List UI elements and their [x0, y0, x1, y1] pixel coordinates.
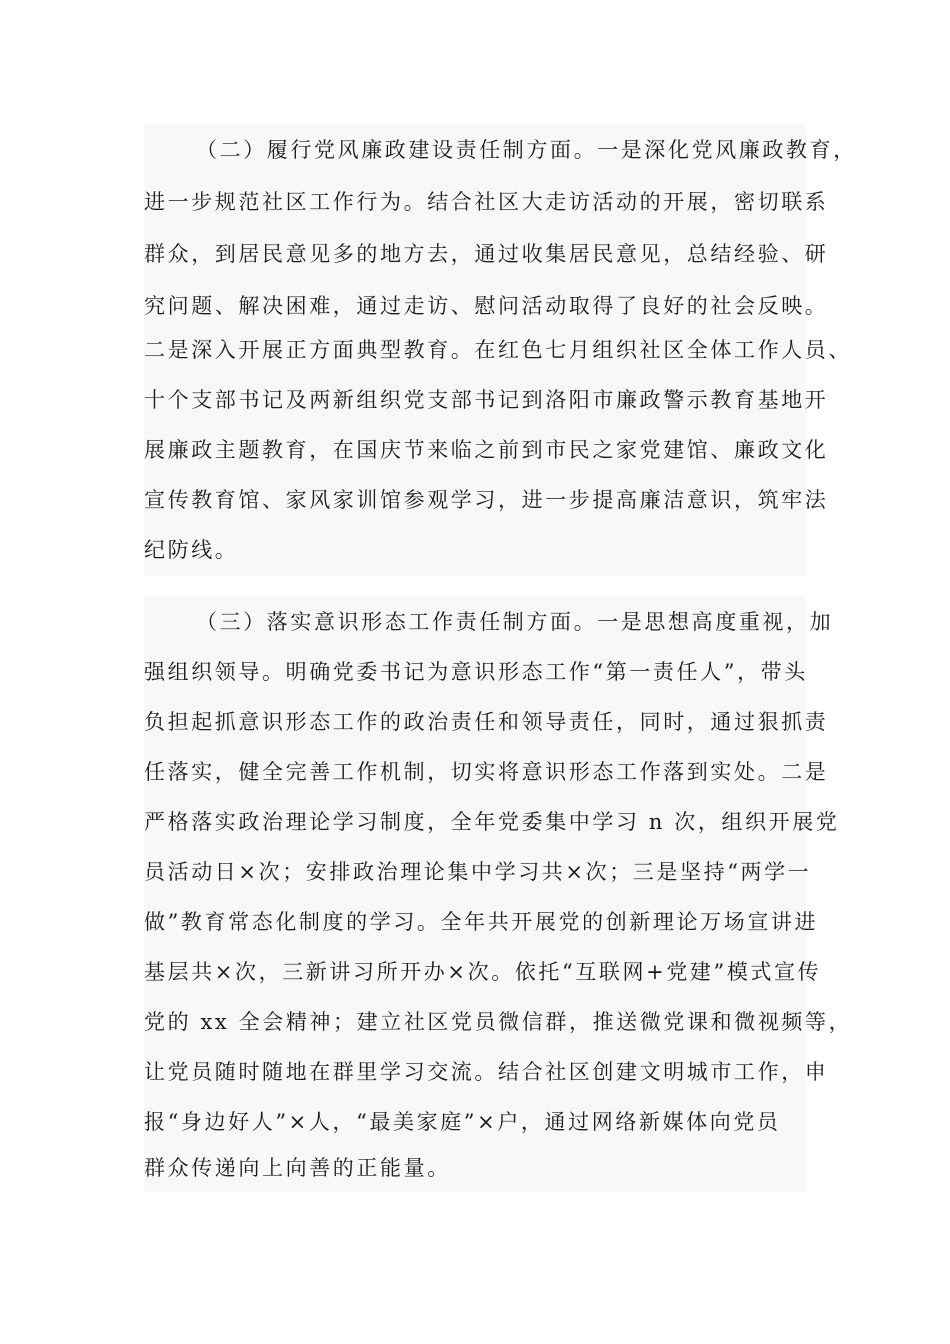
paragraph-line: 严格落实政治理论学习制度，全年党委集中学习 n 次，组织开展党 — [144, 810, 840, 834]
paragraph-line: 员活动日×次；安排政治理论集中学习共×次；三是坚持“两学一 — [144, 860, 812, 884]
paragraph-line: 群众，到居民意见多的地方去，通过收集居民意见，总结经验、研 — [144, 242, 829, 266]
paragraph-line: 强组织领导。明确党委书记为意识形态工作“第一责任人”，带头 — [144, 660, 808, 684]
paragraph-line: 纪防线。 — [144, 538, 239, 562]
paragraph-line: 负担起抓意识形态工作的政治责任和领导责任，同时，通过狠抓责 — [144, 710, 829, 734]
paragraph-line: 让党员随时随地在群里学习交流。结合社区创建文明城市工作，申 — [144, 1060, 829, 1084]
paragraph-line: （二）履行党风廉政建设责任制方面。一是深化党风廉政教育， — [196, 138, 857, 162]
paragraph-section-2 — [144, 124, 857, 576]
paragraph-line: 究问题、解决困难，通过走访、慰问活动取得了良好的社会反映。 — [144, 294, 829, 318]
paragraph-line: 基层共×次，三新讲习所开办×次。依托“互联网+党建”模式宣传 — [144, 960, 822, 984]
paragraph-line: 进一步规范社区工作行为。结合社区大走访活动的开展，密切联系 — [144, 190, 829, 214]
paragraph-line: （三）落实意识形态工作责任制方面。一是思想高度重视，加 — [196, 610, 834, 634]
paragraph-line: 宣传教育馆、家风家训馆参观学习，进一步提高廉洁意识，筑牢法 — [144, 488, 829, 512]
paragraph-line: 任落实，健全完善工作机制，切实将意识形态工作落到实处。二是 — [144, 760, 829, 784]
paragraph-line: 党的 xx 全会精神；建立社区党员微信群，推送微党课和微视频等， — [144, 1010, 853, 1034]
paragraph-section-3 — [144, 596, 853, 1192]
paragraph-line: 群众传递向上向善的正能量。 — [144, 1156, 451, 1180]
paragraph-line: 二是深入开展正方面典型教育。在红色七月组织社区全体工作人员、 — [144, 338, 852, 362]
paragraph-line: 做”教育常态化制度的学习。全年共开展党的创新理论万场宣讲进 — [144, 910, 819, 934]
paragraph-line: 报“身边好人”×人，“最美家庭”×户，通过网络新媒体向党员 — [144, 1110, 781, 1134]
paragraph-line: 十个支部书记及两新组织党支部书记到洛阳市廉政警示教育基地开 — [144, 388, 829, 412]
paragraph-line: 展廉政主题教育，在国庆节来临之前到市民之家党建馆、廉政文化 — [144, 438, 829, 462]
